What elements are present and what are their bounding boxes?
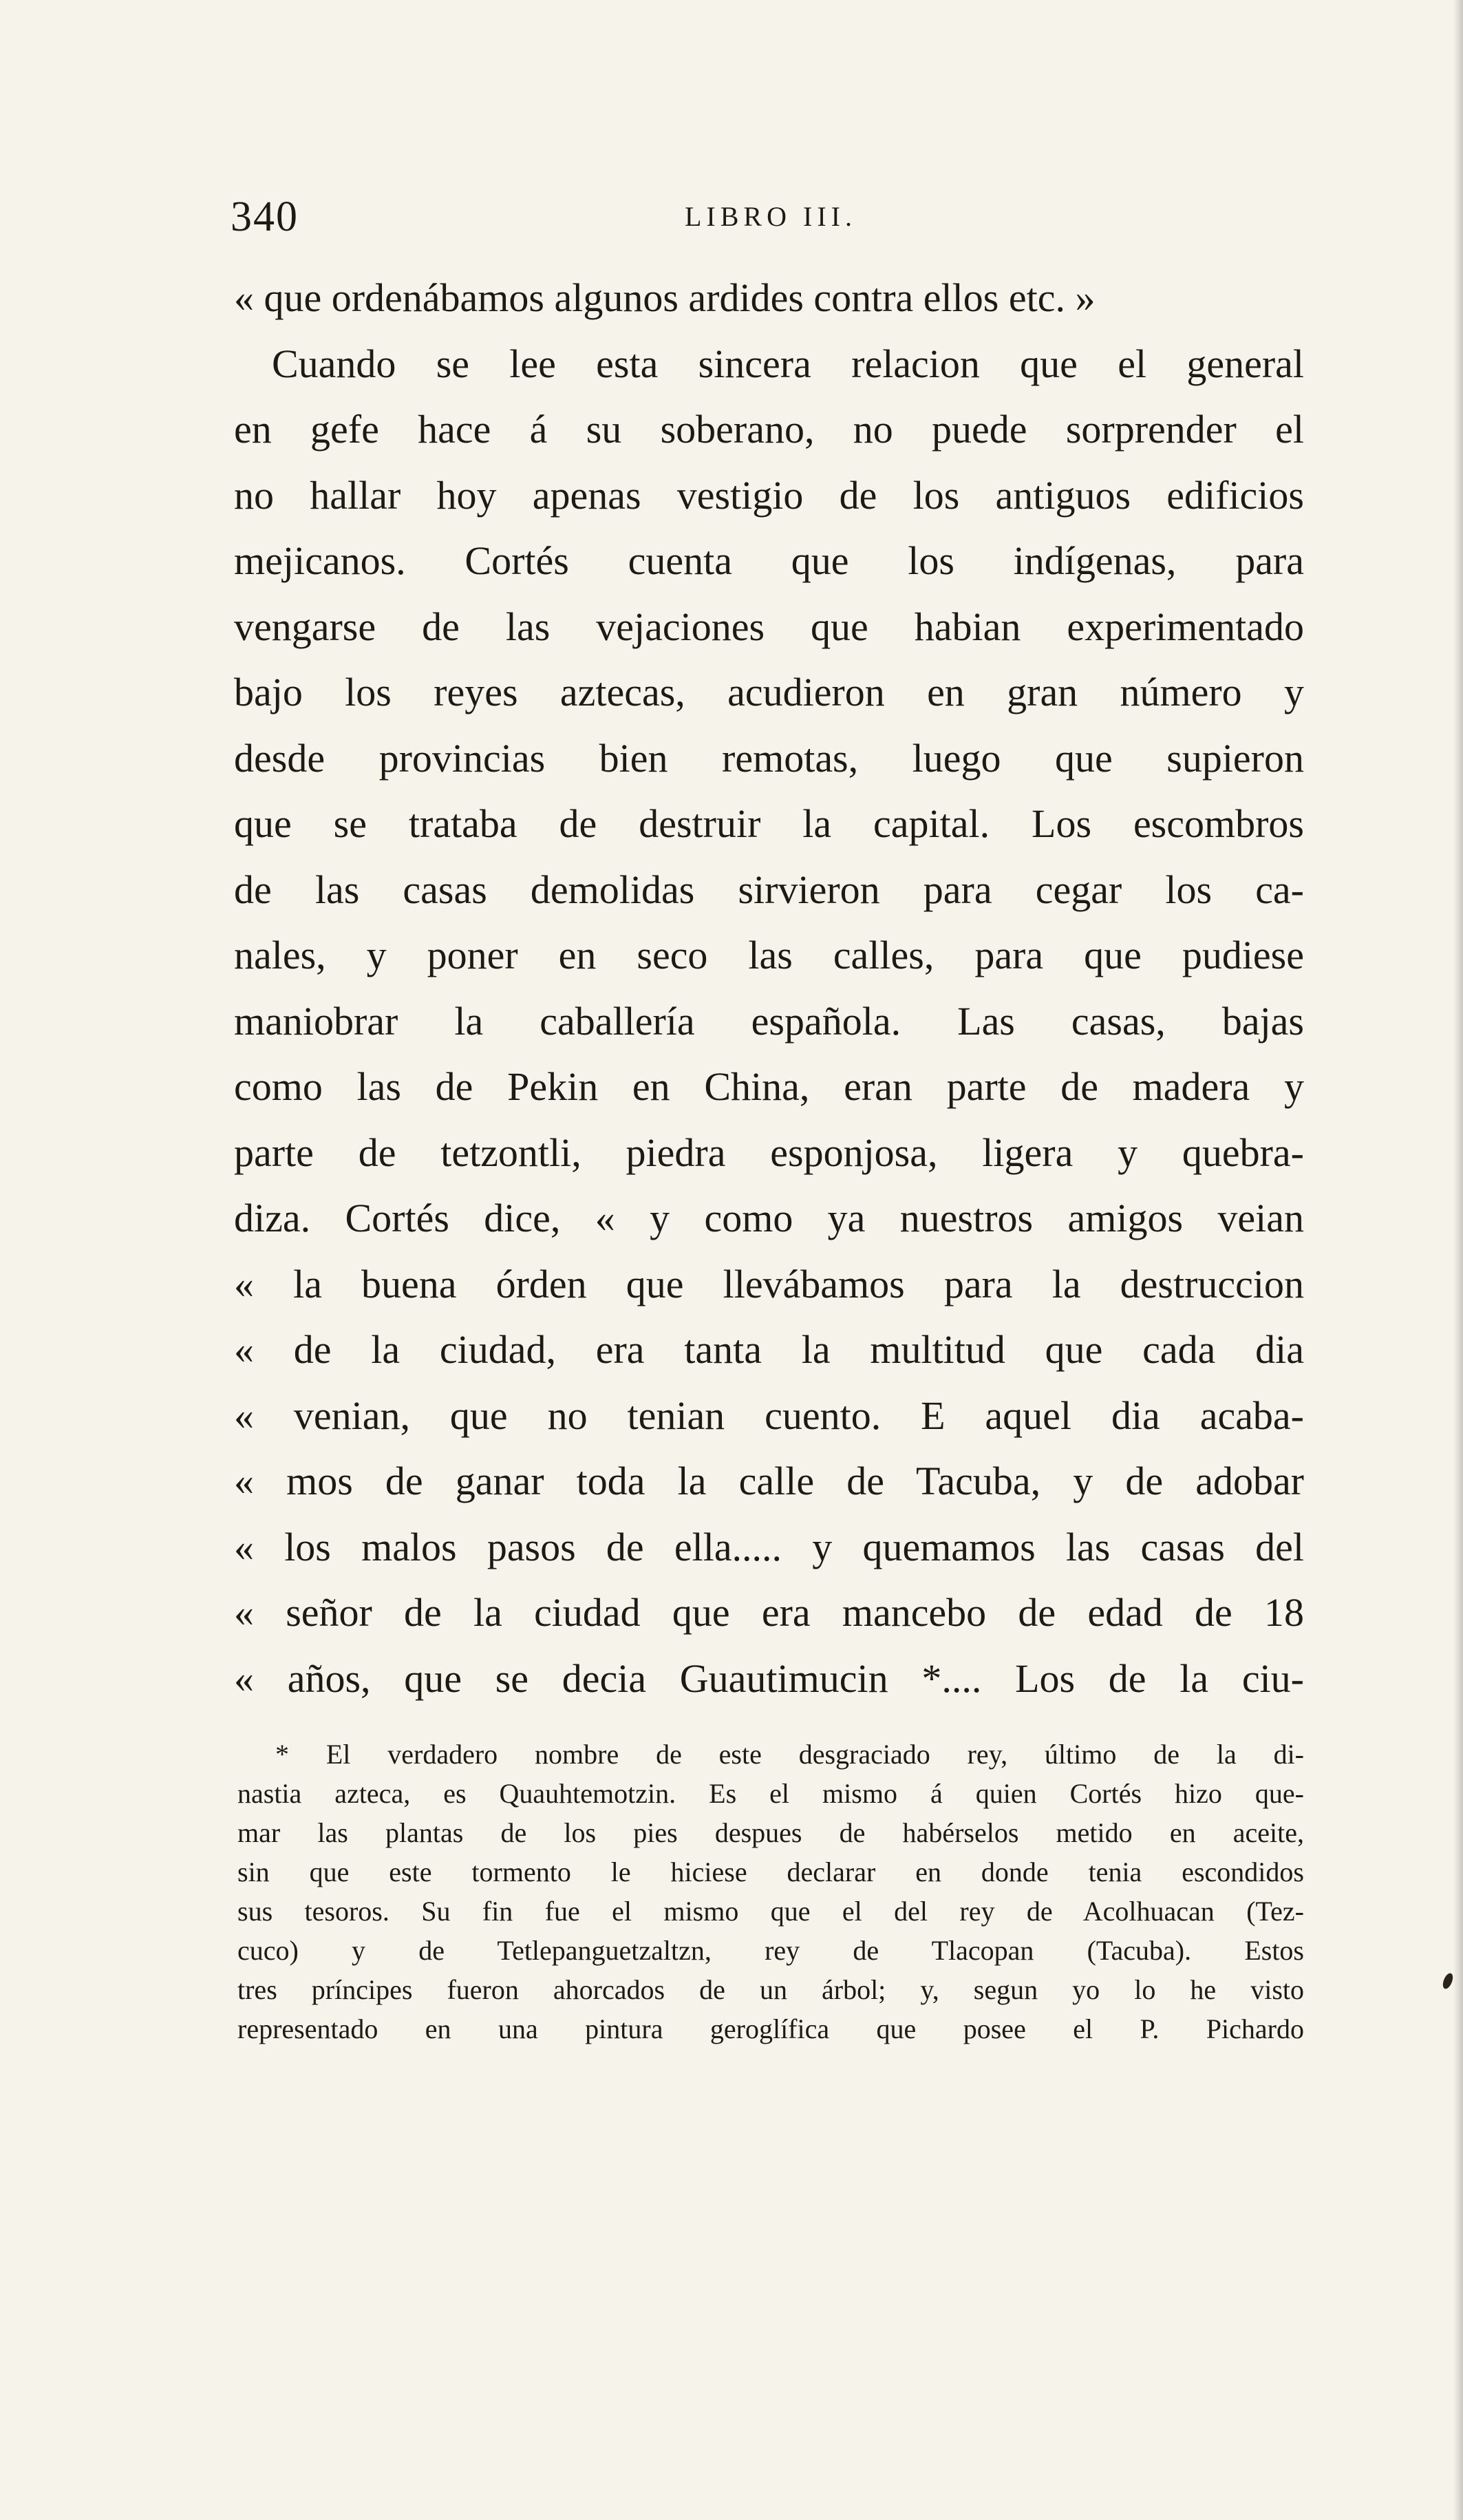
text-line: que se trataba de destruir la capital. Los escombros [234, 801, 1304, 846]
text-line: maniobrar la caballería española. Las casas, bajas [234, 998, 1304, 1044]
text-line: de las casas demolidas sirvieron para cegar los ca- [234, 867, 1304, 912]
text-line: mejicanos. Cortés cuenta que los indígenas, para [234, 538, 1304, 583]
page-edge-shadow [1453, 0, 1463, 2520]
footnote-line: mar las plantas de los pies despues de habérselos metido en aceite, [237, 1817, 1304, 1848]
text-line: en gefe hace á su soberano, no puede sorprender el [234, 407, 1304, 452]
text-line: Cuando se lee esta sincera relacion que el general [272, 341, 1304, 386]
text-line: nales, y poner en seco las calles, para que pudiese [234, 933, 1304, 977]
footnote-line: nastia azteca, es Quauhtemotzin. Es el mismo á quien Cortés hizo que- [237, 1778, 1304, 1809]
footnote-line: sus tesoros. Su fin fue el mismo que el del rey de Acolhuacan (Tez- [237, 1896, 1304, 1927]
text-line: « señor de la ciudad que era mancebo de edad de 18 [234, 1590, 1304, 1635]
text-line: « mos de ganar toda la calle de Tacuba, y de adobar [234, 1459, 1304, 1503]
footnote-line: cuco) y de Tetlepanguetzaltzn, rey de Tlacopan (Tacuba). Estos [237, 1935, 1304, 1966]
text-line: diza. Cortés dice, « y como ya nuestros amigos veian [234, 1196, 1304, 1240]
text-line: como las de Pekin en China, eran parte de madera y [234, 1064, 1304, 1109]
footnote-block [237, 1735, 1304, 2048]
running-head: LIBRO III. [685, 201, 857, 232]
text-line: desde provincias bien remotas, luego que supieron [234, 735, 1304, 781]
footnote-line: tres príncipes fueron ahorcados de un árbol; y, segun yo lo he visto [237, 1974, 1304, 2005]
text-line: vengarse de las vejaciones que habian experimentado [234, 604, 1304, 649]
text-line: « venian, que no tenian cuento. E aquel dia acaba- [234, 1393, 1304, 1438]
text-line: « años, que se decia Guautimucin *.... Los de la ciu- [234, 1655, 1304, 1701]
main-text-block [234, 265, 1304, 1711]
text-line: « de la ciudad, era tanta la multitud que cada dia [234, 1327, 1304, 1372]
footnote-line: representado en una pintura geroglífica que posee el P. Pichardo [237, 2013, 1304, 2044]
text-line: « la buena órden que llevábamos para la destruccion [234, 1261, 1304, 1306]
text-line: « que ordenábamos algunos ardides contra ellos etc. » [234, 275, 1096, 320]
footnote-line: * El verdadero nombre de este desgraciado rey, último de la di- [275, 1739, 1304, 1770]
text-line: no hallar hoy apenas vestigio de los antiguos edificios [234, 472, 1304, 518]
page-number: 340 [231, 193, 299, 240]
text-line: « los malos pasos de ella..... y quemamos las casas del [234, 1524, 1304, 1569]
footnote-line: sin que este tormento le hiciese declarar en donde tenia escondidos [237, 1856, 1304, 1887]
text-line: bajo los reyes aztecas, acudieron en gran número y [234, 670, 1304, 714]
text-line: parte de tetzontli, piedra esponjosa, ligera y quebra- [234, 1130, 1304, 1175]
page-header [231, 186, 1304, 248]
